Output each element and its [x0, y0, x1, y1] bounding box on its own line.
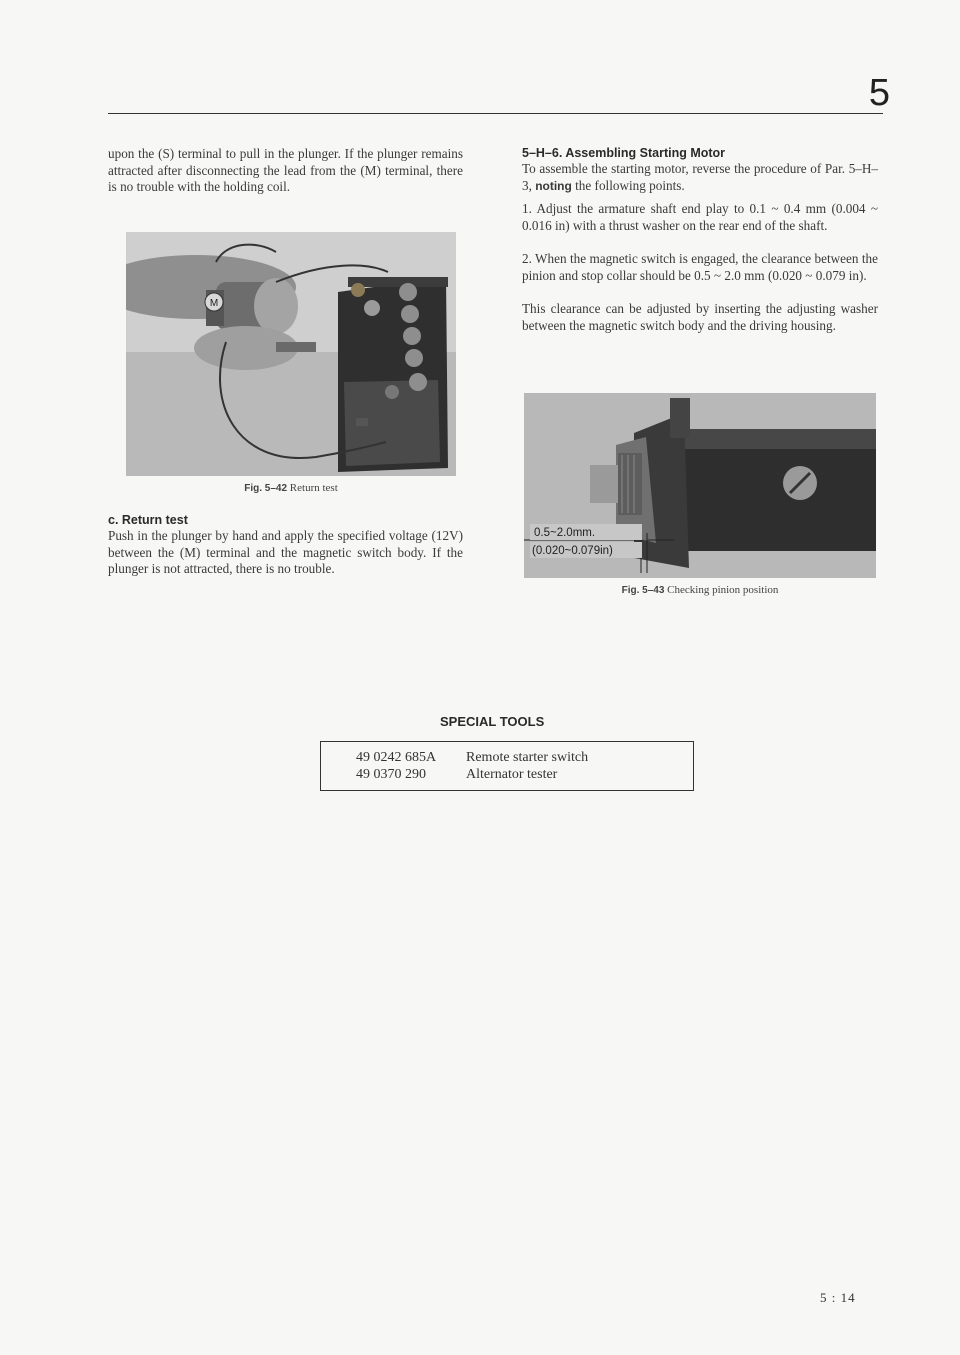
special-tools-title: SPECIAL TOOLS: [440, 714, 545, 729]
terminal-m-marker: M: [209, 298, 219, 309]
point-2-paragraph: 2. When the magnetic switch is engaged, the clearance between the pinion and stop collar should be 0.5 ~ 2.0 mm (0.020 ~ 0.079 in).: [522, 251, 878, 283]
tool-row: [356, 750, 588, 766]
return-test-heading: c. Return test: [108, 513, 188, 527]
point-1-paragraph: 1. Adjust the armature shaft end play to 0.1 ~ 0.4 mm (0.004 ~ 0.016 in) with a thrust washer on the rear end of the shaft.: [522, 201, 878, 233]
return-test-paragraph: Push in the plunger by hand and apply the specified voltage (12V) between the (M) terminal and the magnetic switch body. If the plunger is not attracted, there is no trouble.: [108, 528, 463, 577]
tool-row: [356, 767, 557, 783]
assembling-intro-paragraph: [522, 161, 878, 194]
figure-5-42-text: Return test: [289, 482, 338, 494]
figure-5-42-caption: [126, 482, 456, 494]
assembling-heading: 5–H–6. Assembling Starting Motor: [522, 146, 726, 160]
pinion-position-illustration: [524, 393, 876, 578]
tool-name: Remote starter switch: [466, 750, 589, 765]
tool-number: 49 0242 685A: [356, 750, 437, 765]
chapter-number: 5: [868, 72, 890, 114]
header-rule: [108, 113, 883, 114]
pinion-position-photo: [524, 393, 876, 578]
intro-pre-text: To assemble the starting motor, reverse the procedure of Par. 5–H–3,: [522, 161, 878, 193]
special-tools-table: [320, 741, 694, 791]
return-test-photo: [126, 232, 456, 476]
tool-name: Alternator tester: [466, 767, 558, 782]
return-test-illustration: [126, 232, 456, 476]
intro-bold-text: noting: [535, 178, 572, 193]
tool-number: 49 0370 290: [356, 767, 426, 782]
dimension-mm-label: 0.5~2.0mm.: [534, 527, 596, 539]
intro-post-text: the following points.: [575, 177, 685, 193]
figure-5-42-label: Fig. 5–42: [244, 483, 288, 494]
figure-5-43-label: Fig. 5–43: [621, 585, 665, 596]
page-number: 5 : 14: [820, 1290, 856, 1305]
dimension-in-label: (0.020~0.079in): [532, 545, 613, 557]
figure-5-43-text: Checking pinion position: [667, 584, 779, 596]
point-3-paragraph: This clearance can be adjusted by inserting the adjusting washer between the magnetic switch body and the driving housing.: [522, 301, 878, 333]
figure-5-43-caption: [524, 584, 876, 596]
left-intro-paragraph: upon the (S) terminal to pull in the plunger. If the plunger remains attracted after disconnecting the lead from the (M) terminal, there is no trouble with the holding coil.: [108, 146, 463, 195]
